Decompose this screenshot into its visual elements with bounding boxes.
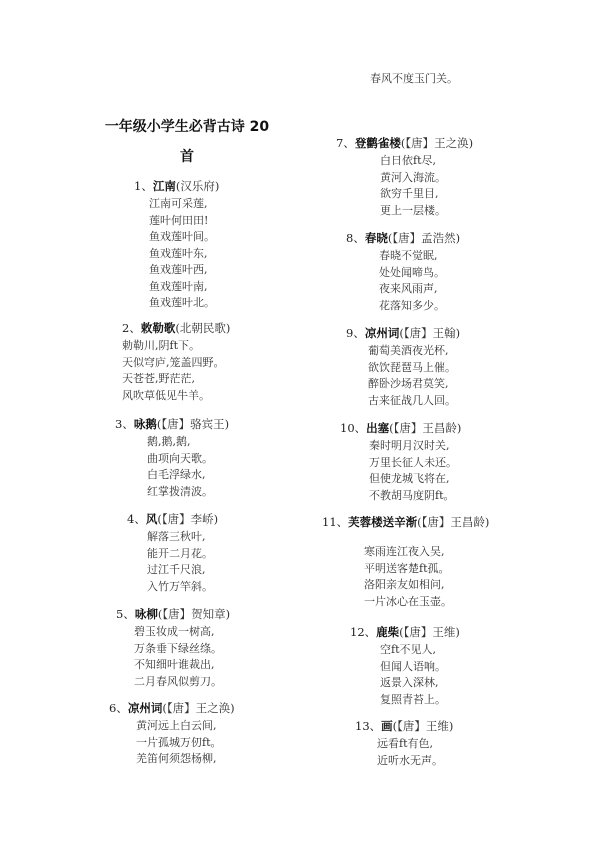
poem-lines [346,248,596,314]
poem-lines [340,438,590,504]
poem-lines [346,343,596,409]
poem-line: 平明送客楚ft孤。 [364,561,450,575]
poem-line: 黄河入海流。 [380,170,446,184]
poem-line: 莲叶何田田! [149,213,209,227]
poem-number: 6、 [109,701,128,715]
poem-number: 4、 [127,512,146,526]
poem-line: 复照青苔上。 [380,692,446,706]
poem-line: 花落知多少。 [379,298,445,312]
poem-number: 12、 [350,625,377,639]
poem-heading [322,514,572,531]
document-title-line-1: 一年级小学生必背古诗 20 [104,119,270,135]
poem-title: 凉州词 [364,326,400,340]
poem-author: (北朝民歌) [175,321,231,335]
poem-lines [350,642,600,708]
poem-line: 羌笛何须怨杨柳, [136,752,217,765]
poem-line: 鱼戏莲叶北。 [149,296,215,309]
poem-title: 风 [145,512,158,526]
poem-lines [336,153,586,219]
poem-line: 葡萄美酒夜光杯, [368,344,449,357]
poem-line: 江南可采莲, [149,197,208,210]
poem-heading [346,325,596,342]
poem-line: 鹅,鹅,鹅, [147,435,191,448]
poem-lines [116,624,366,690]
poem-author: (【唐】骆宾王) [156,417,230,431]
poem-line: 鱼戏莲叶西, [149,263,208,276]
poem-line: 夜来风雨声, [379,282,438,295]
poem-author: (【唐】王之涣) [400,136,474,150]
poem-line: 处处闻啼鸟。 [379,265,445,279]
poem-title: 芙蓉楼送辛渐 [348,515,418,529]
poem-line: 红掌拨清波。 [147,484,213,498]
poem-heading [115,416,365,433]
poem-10 [340,420,590,504]
poem-author: (【唐】王昌龄) [389,421,462,435]
poem-13 [355,718,600,769]
poem-heading [340,420,590,437]
poem-line: 鱼戏莲叶间。 [149,230,215,243]
poem-author: (【唐】王维) [392,719,454,733]
poem-lines [122,338,372,404]
poem-heading [355,718,600,735]
poem-5 [116,606,366,690]
poem-line: 解落三秋叶, [147,530,206,543]
poem-3 [115,416,365,500]
poem-number: 9、 [346,326,365,340]
poem-line: 一片孤城万仞ft。 [136,735,222,749]
poem-author: (【唐】王翰) [399,326,461,340]
poem-line: 黄河远上白云间, [136,719,217,732]
poem-title: 画 [381,719,393,733]
poem-7 [336,135,586,219]
poem-12 [350,624,600,708]
poem-heading [346,230,596,247]
poem-line: 但使龙城飞将在, [369,472,450,485]
poem-line: 醉卧沙场君莫笑, [368,377,449,390]
poem-line: 秦时明月汉时关, [369,439,450,452]
poem-8 [346,230,596,314]
poem-line: 欲饮琵琶马上催。 [368,360,456,374]
poem-title: 咏柳 [134,607,158,621]
poem-line: 万条垂下绿丝绦。 [134,641,222,655]
poem-author: (汉乐府) [175,179,220,193]
poem-number: 10、 [340,421,367,435]
poem-line: 近听水无声。 [377,753,443,767]
poem-heading [122,320,372,337]
poem-number: 11、 [322,515,349,529]
poem-line: 欲穷千里目, [380,187,439,200]
poem-title: 春晓 [364,231,388,245]
poem-line: 曲项向天歌。 [147,451,213,465]
poem-title: 江南 [152,179,176,193]
poem-title: 凉州词 [127,701,163,715]
poem-line: 入竹万竿斜。 [147,579,213,593]
document-title-line-2: 首 [180,149,194,165]
poem-line: 天苍苍,野茫茫, [122,372,195,385]
poem-line: 鱼戏莲叶东, [149,246,208,260]
poem-line: 一片冰心在玉壶。 [364,594,452,608]
poem-line: 不知细叶谁裁出, [134,658,215,671]
poem-title: 登鹳雀楼 [354,136,401,150]
poem-heading [350,624,600,641]
poem-line: 天似穹庐,笼盖四野。 [122,355,225,369]
poem-line: 勅勒川,阴ft下。 [122,339,200,352]
poem-author: (【唐】王昌龄) [417,515,490,529]
poem-line: 但闻人语响。 [380,659,446,673]
poem-line: 碧玉妆成一树高, [134,625,215,638]
poem-lines [355,736,600,769]
poem-line: 返景入深林, [380,676,439,689]
poem-title: 出塞 [366,421,390,435]
poem-author: (【唐】孟浩然) [387,231,461,245]
poem-heading [336,135,586,152]
poem-2 [122,320,372,404]
poem-author: (【唐】王之涣) [162,701,235,715]
poem-lines [115,434,365,500]
poem-author: (【唐】王维) [399,625,460,639]
poem-line: 万里长征人未还。 [369,455,457,469]
poem-heading [109,700,359,717]
poem-11 [322,514,572,610]
poem-6 [109,700,359,768]
poem-line: 洛阳亲友如相问, [364,578,445,591]
poem-number: 8、 [346,231,365,245]
poem-title: 敕勒歌 [140,321,176,335]
poem-line: 空ft不见人, [380,643,436,656]
poem-number: 2、 [122,321,141,335]
poem-lines [109,718,359,768]
document-title [92,112,282,172]
poem-number: 3、 [115,417,134,431]
poem-number: 1、 [134,179,153,193]
poem-number: 13、 [355,719,382,733]
poem-number: 5、 [116,607,135,621]
poem-lines [322,544,572,610]
poem-line: 白日依ft尽, [380,154,436,167]
poem-line: 过江千尺浪, [147,563,206,576]
poem-author: (【唐】贺知章) [157,607,231,621]
poem-line: 能开二月花。 [147,546,213,560]
poem-line: 风吹草低见牛羊。 [122,388,210,402]
poem-title: 鹿柴 [376,625,400,639]
continuation-line: 春风不度玉门关。 [370,72,458,85]
poem-9 [346,325,596,409]
poem-author: (【唐】李峤) [157,512,219,526]
poem-line: 二月春风似剪刀。 [134,674,222,688]
poem-line: 春晓不觉眠, [379,249,438,262]
poem-line: 白毛浮绿水, [147,468,206,481]
poem-number: 7、 [336,136,355,150]
poem-title: 咏鹅 [133,417,157,431]
poem-line: 古来征战几人回。 [368,393,456,407]
poem-line: 鱼戏莲叶南, [149,279,208,293]
poem-line: 远看ft有色, [377,737,433,750]
poem-line: 不教胡马度阴ft。 [369,488,455,502]
poem-line: 寒雨连江夜入吴, [364,545,445,558]
poem-line: 更上一层楼。 [380,203,446,217]
